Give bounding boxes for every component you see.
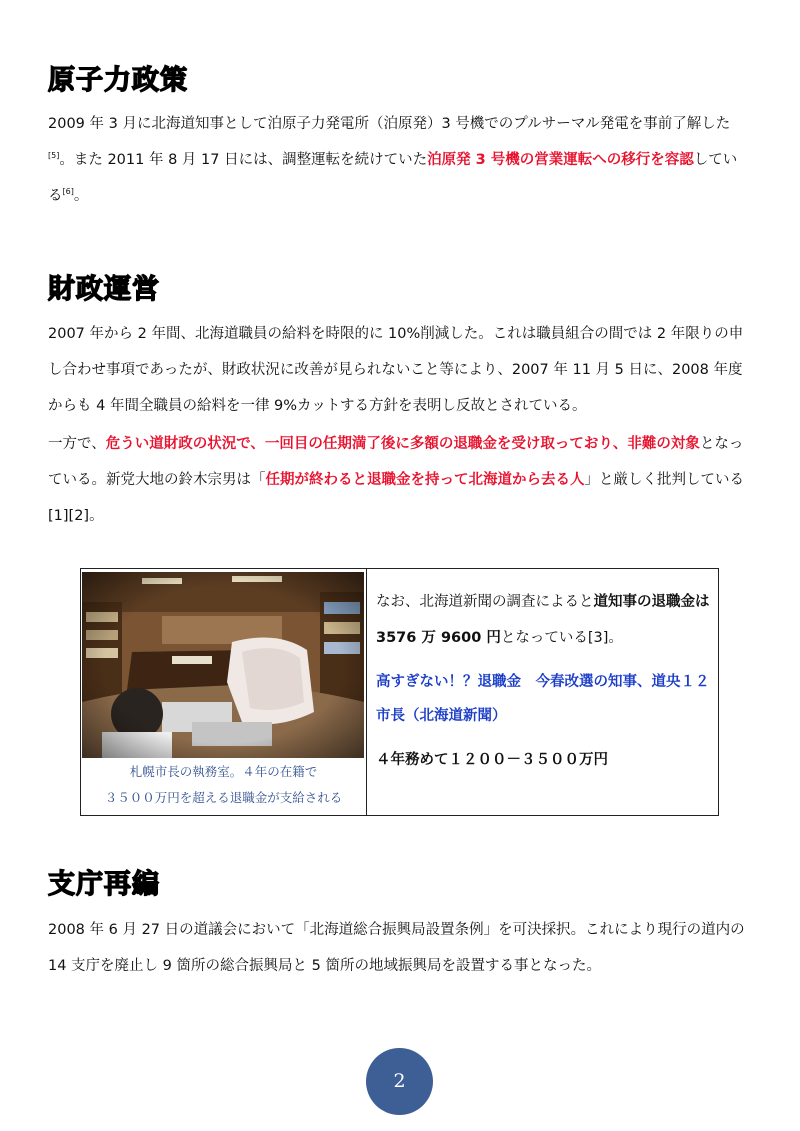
paragraph-branch-reorganization: 2008 年 6 月 27 日の道議会において「北海道総合振興局設置条例」を可決採択。これにより現行の道内の 14 支庁を廃止し 9 箇所の総合振興局と 5 箇所の地域振興局を設置する事となった。 [48, 922, 745, 974]
paragraph-nuclear-policy: 2009 年 3 月に北海道知事として泊原子力発電所（泊原発）3 号機でのプルサーマル発電を事前了解した[5]。また 2011 年 8 月 17 日には、調整運転を続けていた泊原発 3 号機の営業運転への移行を容認している[6]。 [48, 116, 738, 204]
highlight-quote: 任期が終わると退職金を持って北海道から去る人 [265, 472, 585, 488]
photo-caption: 札幌市長の執務室。４年の在籍で ３５００万円を超える退職金が支給される [104, 764, 343, 805]
highlight-approval: 泊原発 3 号機の営業運転への移行を容認 [427, 152, 694, 168]
heading-branch-reorganization: 支庁再編 [48, 869, 160, 900]
highlight-criticism: 危うい道財政の状況で、一回目の任期満了後に多額の退職金を受け取っており、非難の対象 [105, 436, 700, 452]
heading-nuclear-policy: 原子力政策 [48, 65, 188, 96]
box-term-note: ４年務めて１２００－３５００万円 [376, 752, 608, 768]
office-illustration [82, 572, 364, 758]
reference-6[interactable]: [6] [62, 187, 74, 196]
news-headline-link[interactable]: 高すぎない！？退職金 今春改選の知事、道央１２市長（北海道新聞） [376, 674, 710, 724]
paragraph-salary-cut: 2007 年から 2 年間、北海道職員の給料を時限的に 10%削減した。これは職員組合の間では 2 年限りの申し合わせ事項であったが、財政状況に改善が見られないこと等により、2007 年 11 月 5 日に、2008 年度からも 4 年間全職員の給料を一律 9%カットする方針を表明し反故とされている。 [48, 326, 744, 414]
paragraph-retirement-criticism: 一方で、危うい道財政の状況で、一回目の任期満了後に多額の退職金を受け取っており、非難の対象となっている。新党大地の鈴木宗男は「任期が終わると退職金を持って北海道から去る人」と厳しく批判している[1][2]。 [48, 436, 744, 524]
box-divider [366, 569, 367, 815]
heading-financial-management: 財政運営 [48, 274, 160, 305]
mayor-office-photo [82, 572, 364, 758]
retirement-amount: 道知事の退職金は 3576 万 9600 円 [376, 594, 710, 646]
page-number-badge: 2 [366, 1048, 433, 1115]
box-retirement-text: なお、北海道新聞の調査によると道知事の退職金は 3576 万 9600 円となっている[3]。 [376, 594, 710, 646]
reference-5[interactable]: [5] [48, 151, 60, 160]
retirement-info-box [80, 568, 719, 816]
